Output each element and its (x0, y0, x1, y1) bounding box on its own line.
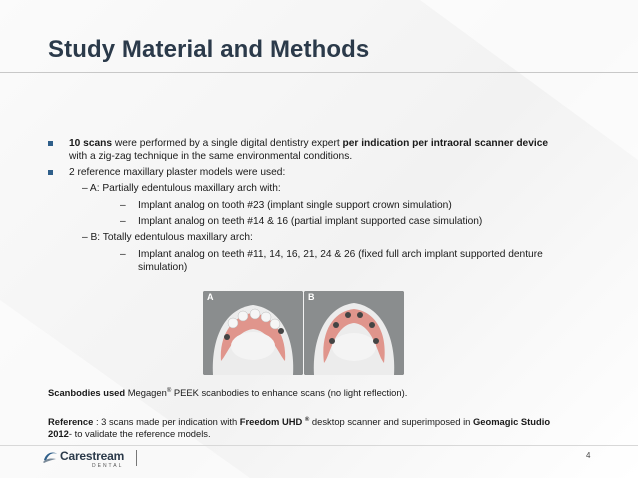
registered-mark: ® (304, 417, 310, 423)
model-b-item-1: Implant analog on teeth #11, 14, 16, 21, 24 & 26 (fixed full arch implant supported denture (138, 249, 543, 260)
reference-label: Reference (48, 416, 94, 428)
page-title: Study Material and Methods (48, 36, 370, 63)
reference-text1: : 3 scans made per indication with (93, 416, 240, 428)
bullet-models: 2 reference maxillary plaster models were used: (69, 167, 286, 178)
reference-text2: desktop scanner and superimposed in (309, 416, 473, 428)
logo-separator (136, 450, 137, 466)
reference-device: Freedom UHD (239, 416, 305, 428)
model-b-item-1-line2: simulation) (138, 262, 188, 273)
title-divider (0, 72, 638, 73)
photo-model-b (304, 291, 404, 375)
carestream-swoosh-icon (42, 450, 58, 464)
scanbodies-text2: PEEK scanbodies to enhance scans (no light reflection). (171, 387, 408, 399)
model-b-illustration (304, 291, 404, 375)
reference-software-year: 2012 (48, 428, 69, 440)
bullet-marker (48, 141, 53, 146)
dash-marker: – (120, 216, 126, 227)
bullet-scans-text: were performed by a single digital dentistry expert (112, 138, 343, 149)
reference-software: Geomagic Studio (472, 416, 551, 428)
reference-note (48, 414, 608, 440)
model-a-heading: – A: Partially edentulous maxillary arch with: (82, 183, 281, 194)
photo-model-a (203, 291, 303, 375)
dash-marker: – (120, 200, 126, 211)
reference-text3: - to validate the reference models. (68, 428, 211, 440)
logo-subtitle: DENTAL (92, 463, 124, 469)
registered-mark: ® (166, 388, 172, 394)
model-a-illustration (203, 291, 303, 375)
page-number: 4 (586, 451, 591, 460)
logo-brand: Carestream (60, 449, 125, 463)
bullet-scans-bold2: per indication per intraoral scanner device (342, 138, 549, 149)
scanbodies-text1: Megagen (125, 387, 167, 399)
dash-marker: – (120, 249, 126, 260)
model-a-item-2: Implant analog on teeth #14 & 16 (partial implant supported case simulation) (138, 216, 483, 227)
photo-a-label: A (207, 292, 214, 302)
bullet-scans-line2: with a zig-zag technique in the same environmental conditions. (69, 151, 353, 162)
model-b-heading: – B: Totally edentulous maxillary arch: (82, 232, 253, 243)
model-a-item-1: Implant analog on tooth #23 (implant single support crown simulation) (138, 200, 452, 211)
bullet-scans-bold: 10 scans (69, 138, 113, 149)
scanbodies-label: Scanbodies used (48, 387, 126, 399)
bullet-marker (48, 170, 53, 175)
footer-divider (0, 445, 638, 446)
photo-b-label: B (308, 292, 315, 302)
scanbodies-note (48, 385, 608, 399)
bullet-scans (69, 137, 548, 150)
